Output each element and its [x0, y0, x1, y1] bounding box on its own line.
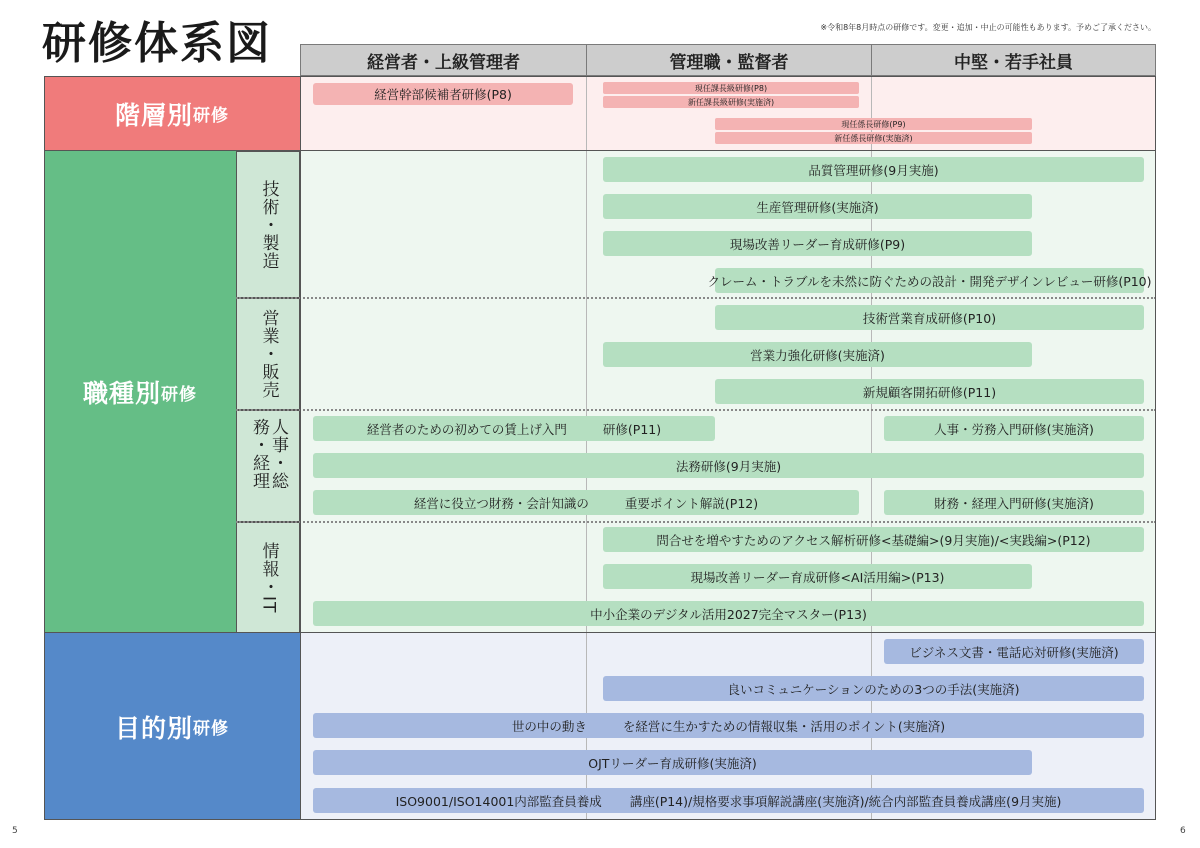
course-bar: 経営幹部候補者研修(P8) [313, 83, 573, 105]
course-bar-text: 世の中の動き [511, 718, 587, 734]
category-hierarchy-label: 階層別 [114, 100, 193, 130]
course-bar: 営業力強化研修(実施済) [603, 342, 1032, 367]
course-bar: 技術営業育成研修(P10) [715, 305, 1144, 330]
course-bar: 問合せを増やすためのアクセス解析研修<基礎編>(9月実施)/<実践編>(P12) [603, 527, 1144, 552]
course-bar: 生産管理研修(実施済) [603, 194, 1032, 219]
course-bar: 新規顧客開拓研修(P11) [715, 379, 1144, 404]
course-bar: 現場改善リーダー育成研修<AI活用編>(P13) [603, 564, 1032, 589]
course-bar: ビジネス文書・電話応対研修(実施済) [884, 639, 1144, 664]
course-bar: 現任課長級研修(P8) [603, 82, 859, 94]
course-bar-text: 研修(P11) [602, 421, 662, 437]
subcategory-hr-label: 人事・総務・経理 [249, 418, 288, 490]
course-bar: 良いコミュニケーションのための3つの手法(実施済) [603, 676, 1144, 701]
course-bar-text: 重要ポイント解説(P12) [624, 495, 759, 511]
chart-frame [44, 76, 1156, 820]
subcategory-sales-label: 営業・販売 [258, 309, 279, 399]
subcategory-tech-label: 技術・製造 [258, 179, 279, 270]
category-job-label: 職種別 [82, 379, 161, 408]
course-bar-text: 講座(P14)/規格要求事項解説講座(実施済)/統合内部監査員養成講座(9月実施) [629, 793, 1062, 809]
column-header-executive: 経営者・上級管理者 [300, 44, 587, 76]
category-job-suffix: 研修 [161, 384, 197, 405]
course-bar: OJTリーダー育成研修(実施済) [313, 750, 1032, 775]
course-bar: 法務研修(9月実施) [313, 453, 1144, 478]
category-purpose-label: 目的別 [114, 713, 193, 743]
course-bar: 中小企業のデジタル活用2027完全マスター(P13) [313, 601, 1144, 626]
course-bar: 財務・経理入門研修(実施済) [884, 490, 1144, 515]
course-bar: 人事・労務入門研修(実施済) [884, 416, 1144, 441]
course-bar: 新任課長級研修(実施済) [603, 96, 859, 108]
course-bar-text: 経営に役立つ財務・会計知識の [413, 495, 589, 511]
course-bar-text: ISO9001/ISO14001内部監査員養成 [395, 793, 602, 809]
column-header-manager: 管理職・監督者 [586, 44, 872, 76]
column-header-staff: 中堅・若手社員 [871, 44, 1156, 76]
band-border [44, 632, 1156, 633]
course-bar: 現場改善リーダー育成研修(P9) [603, 231, 1032, 256]
category-purpose-suffix: 研修 [193, 719, 229, 739]
page-number-left: 5 [12, 826, 18, 836]
page-title: 研修体系図 [42, 18, 272, 69]
course-bar: 現任係長研修(P9) [715, 118, 1032, 130]
course-bar-text: を経営に生かすための情報収集・活用のポイント(実施済) [622, 718, 946, 734]
course-bar: 新任係長研修(実施済) [715, 132, 1032, 144]
band-border [44, 150, 1156, 151]
course-bar: 品質管理研修(9月実施) [603, 157, 1144, 182]
course-bar-text: 経営者のための初めての賃上げ入門 [366, 421, 567, 437]
category-hierarchy-suffix: 研修 [193, 106, 229, 126]
subcategory-it-label: 情報・IT [258, 541, 279, 614]
category-border [300, 76, 301, 820]
disclaimer-note: ※令和8年8月時点の研修です。変更・追加・中止の可能性もあります。予めご了承ください。 [820, 23, 1156, 32]
course-bar: クレーム・トラブルを未然に防ぐための設計・開発デザインレビュー研修(P10) [715, 268, 1144, 293]
page-number-right: 6 [1180, 826, 1186, 836]
